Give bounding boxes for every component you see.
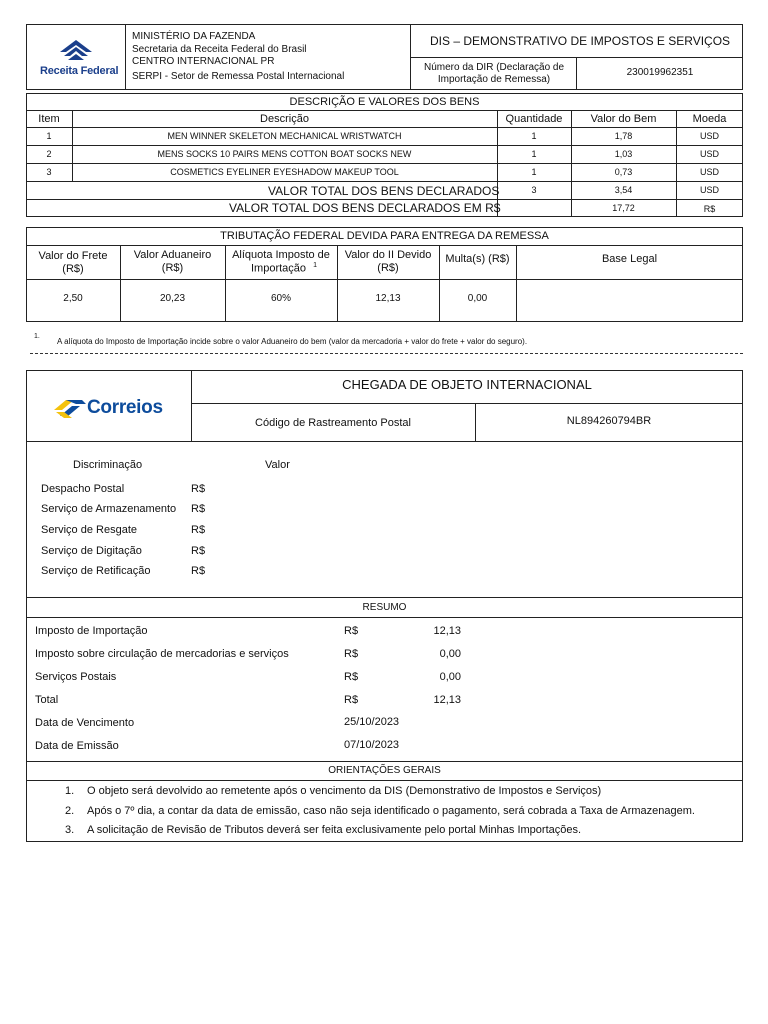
summary-title: RESUMO xyxy=(362,602,407,613)
row-description: MENS SOCKS 10 PAIRS MENS COTTON BOAT SOCKS NEW xyxy=(157,149,412,159)
total-value: 3,54 xyxy=(614,185,633,195)
service-currency: R$ xyxy=(191,545,206,557)
summary-currency: R$ xyxy=(344,625,359,637)
tax-header-rate-2 xyxy=(251,262,317,275)
summary-value: 0,00 xyxy=(439,648,461,660)
receita-federal-logo xyxy=(36,38,119,78)
guidance-number: 3. xyxy=(65,824,75,836)
org-line-4: SERPI - Setor de Remessa Postal Internacional xyxy=(132,71,345,82)
disc-header: Discriminação xyxy=(73,459,143,471)
row-description: COSMETICS EYELINER EYESHADOW MAKEUP TOOL xyxy=(170,167,399,177)
row-quantity: 1 xyxy=(531,167,537,177)
summary-value: 0,00 xyxy=(439,671,461,683)
service-currency: R$ xyxy=(191,524,206,536)
service-label: Despacho Postal xyxy=(41,483,125,495)
tax-header-due: Valor do II Devido xyxy=(344,249,432,261)
service-currency: R$ xyxy=(191,483,206,495)
footnote-number: 1. xyxy=(34,333,40,340)
doc-title: DIS – DEMONSTRATIVO DE IMPOSTOS E SERVIÇOS xyxy=(430,34,731,48)
summary-currency: R$ xyxy=(344,671,359,683)
org-line-2: Secretaria da Receita Federal do Brasil xyxy=(132,44,307,55)
service-currency: R$ xyxy=(191,503,206,515)
col-quantity: Quantidade xyxy=(505,113,563,125)
due-date: 25/10/2023 xyxy=(344,716,400,728)
summary-currency: R$ xyxy=(344,648,359,660)
total-currency: USD xyxy=(699,185,719,195)
row-currency: USD xyxy=(699,149,719,159)
summary-label: Total xyxy=(35,694,59,706)
org-line-3: CENTRO INTERNACIONAL PR xyxy=(132,56,275,67)
row-currency: USD xyxy=(699,131,719,141)
col-value: Valor do Bem xyxy=(590,113,657,125)
tax-header-rate-word: Importação xyxy=(251,262,307,275)
dir-label-2: Importação de Remessa) xyxy=(437,74,551,85)
tax-header-freight-unit: (R$) xyxy=(62,263,84,275)
col-description: Descrição xyxy=(260,113,309,125)
summary-currency: R$ xyxy=(344,694,359,706)
service-label: Serviço de Armazenamento xyxy=(41,503,177,515)
summary-label: Serviços Postais xyxy=(35,671,117,683)
col-currency: Moeda xyxy=(692,113,727,125)
row-item: 2 xyxy=(46,149,52,159)
receita-emblem-icon xyxy=(36,38,116,64)
tax-header-fines: Multa(s) (R$) xyxy=(445,253,510,265)
receita-logo-text: Receita Federal xyxy=(40,65,119,77)
issue-date: 07/10/2023 xyxy=(344,739,400,751)
tax-header-due-unit: (R$) xyxy=(377,262,399,274)
tax-header-legal-basis: Base Legal xyxy=(601,253,658,265)
row-value: 1,78 xyxy=(614,131,633,141)
tracking-code: NL894260794BR xyxy=(566,415,652,427)
guidance-number: 1. xyxy=(65,785,75,797)
summary-label: Data de Emissão xyxy=(35,740,119,752)
tax-header-freight: Valor do Frete xyxy=(38,250,108,262)
total-brl-currency: R$ xyxy=(703,204,716,214)
col-item: Item xyxy=(38,113,60,125)
guidance-text: A solicitação de Revisão de Tributos deverá ser feita exclusivamente pelo portal Minhas Importações. xyxy=(87,824,582,836)
tax-header-customs-unit: (R$) xyxy=(161,262,184,274)
total-brl-label: VALOR TOTAL DOS BENS DECLARADOS EM R$ xyxy=(229,201,501,215)
footnote-marker: 1 xyxy=(313,262,317,269)
tracking-label: Código de Rastreamento Postal xyxy=(255,417,411,429)
summary-value: 12,13 xyxy=(433,694,461,706)
summary-label: Imposto sobre circulação de mercadorias e serviços xyxy=(35,648,289,660)
tax-value-customs: 20,23 xyxy=(159,293,186,304)
correios-title: CHEGADA DE OBJETO INTERNACIONAL xyxy=(342,377,592,392)
footnote-text: A alíquota do Imposto de Importação incide sobre o valor Aduaneiro do bem (valor da mercadoria + valor do frete + valor do seguro). xyxy=(57,337,528,346)
goods-title: DESCRIÇÃO E VALORES DOS BENS xyxy=(289,96,480,108)
summary-label: Imposto de Importação xyxy=(35,625,148,637)
dir-label-1: Número da DIR (Declaração de xyxy=(423,62,565,73)
total-qty: 3 xyxy=(531,185,537,195)
tax-header-rate: Alíquota Imposto de xyxy=(232,249,330,261)
row-value: 1,03 xyxy=(614,149,633,159)
service-label: Serviço de Retificação xyxy=(41,565,151,577)
guidance-title: ORIENTAÇÕES GERAIS xyxy=(328,765,441,776)
row-currency: USD xyxy=(699,167,719,177)
value-header: Valor xyxy=(265,459,290,471)
guidance-text: Após o 7º dia, a contar da data de emissão, caso não seja identificado o pagamento, será cobrada a Taxa de Armazenagem. xyxy=(87,805,695,817)
total-label: VALOR TOTAL DOS BENS DECLARADOS xyxy=(268,184,500,198)
tax-value-freight: 2,50 xyxy=(63,293,83,304)
row-item: 1 xyxy=(46,131,52,141)
correios-emblem-icon xyxy=(52,394,88,422)
tax-value-due: 12,13 xyxy=(375,293,401,304)
tax-title: TRIBUTAÇÃO FEDERAL DEVIDA PARA ENTREGA DA REMESSA xyxy=(220,230,549,242)
tax-value-fines: 0,00 xyxy=(467,293,488,304)
service-label: Serviço de Resgate xyxy=(41,524,137,536)
tax-header-customs: Valor Aduaneiro xyxy=(133,249,212,261)
row-value: 0,73 xyxy=(614,167,633,177)
correios-logo-text: Correios xyxy=(87,397,163,418)
guidance-text: O objeto será devolvido ao remetente após o vencimento da DIS (Demonstrativo de Impostos e Serviços) xyxy=(87,785,602,797)
org-line-1: MINISTÉRIO DA FAZENDA xyxy=(132,31,256,42)
row-quantity: 1 xyxy=(531,149,537,159)
summary-value: 12,13 xyxy=(433,625,461,637)
tax-value-rate: 60% xyxy=(270,293,291,304)
cut-line xyxy=(30,353,743,354)
guidance-number: 2. xyxy=(65,805,75,817)
correios-logo xyxy=(52,394,177,424)
total-brl-value: 17,72 xyxy=(612,203,635,213)
row-item: 3 xyxy=(46,167,52,177)
service-label: Serviço de Digitação xyxy=(41,545,142,557)
summary-label: Data de Vencimento xyxy=(35,717,135,729)
row-quantity: 1 xyxy=(531,131,537,141)
service-currency: R$ xyxy=(191,565,206,577)
dir-number: 230019962351 xyxy=(626,67,694,78)
row-description: MEN WINNER SKELETON MECHANICAL WRISTWATCH xyxy=(167,131,402,141)
